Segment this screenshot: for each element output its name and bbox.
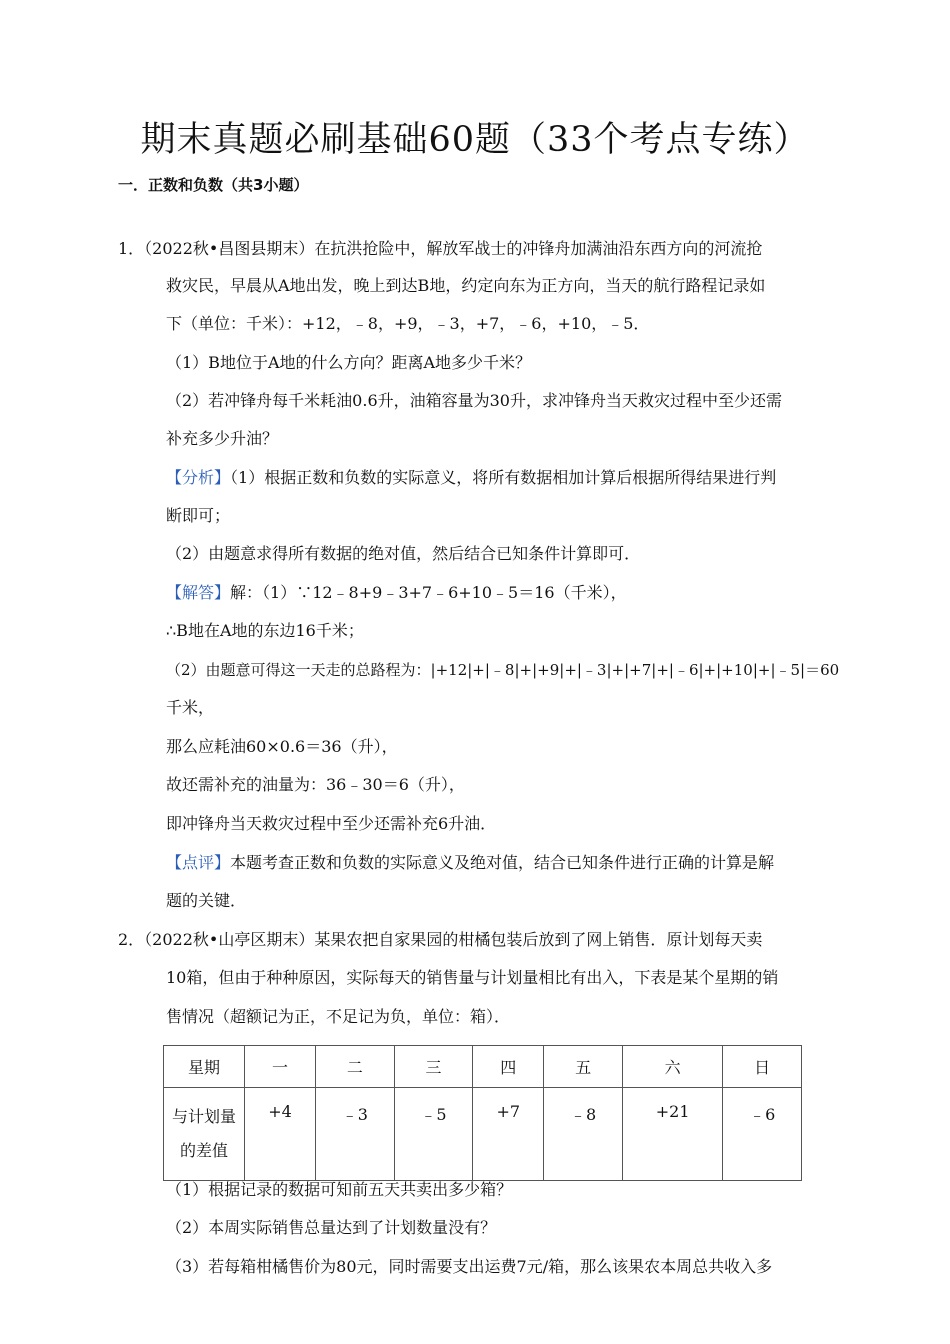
table-header-cell: 六 [622, 1046, 722, 1088]
question-1-sub-2-cont: 补充多少升油？ [166, 429, 279, 448]
question-2-line: 10箱，但由于种种原因，实际每天的销售量与计划量相比有出入，下表是某个星期的销 [166, 968, 779, 987]
analysis-line: 断即可； [166, 506, 231, 525]
comment-tag: 【点评】 [166, 853, 231, 872]
analysis-text: （1）根据正数和负数的实际意义，将所有数据相加计算后根据所得结果进行判 [230, 468, 777, 487]
question-2-line: 2．（2022秋•山亭区期末）某果农把自家果园的柑橘包装后放到了网上销售．原计划每天卖 [118, 930, 763, 949]
table-header-cell: 四 [473, 1046, 544, 1088]
answer-line [166, 582, 627, 604]
comment-line [166, 852, 774, 874]
table-row [164, 1088, 802, 1181]
answer-text: 解：（1）∵12﹣8+9﹣3+7﹣6+10﹣5＝16（千米）， [230, 583, 627, 602]
table-header-cell: 二 [316, 1046, 395, 1088]
answer-line: 故还需补充的油量为：36﹣30＝6（升）， [166, 775, 465, 794]
table-cell: +21 [622, 1088, 722, 1181]
table-cell: +4 [245, 1088, 316, 1181]
answer-tag: 【解答】 [166, 583, 231, 602]
row-label-line: 与计划量 [171, 1107, 236, 1126]
row-label-cell [164, 1088, 245, 1181]
question-2-line: 售情况（超额记为正，不足记为负，单位：箱）． [166, 1007, 511, 1026]
question-1-line: 1．（2022秋•昌图县期末）在抗洪抢险中，解放军战士的冲锋舟加满油沿东西方向的河流抢 [118, 239, 763, 258]
question-2-sub-1: （1）根据记录的数据可知前五天共卖出多少箱？ [166, 1180, 513, 1199]
table-header-cell: 一 [245, 1046, 316, 1088]
analysis-line: （2）由题意求得所有数据的绝对值，然后结合已知条件计算即可． [166, 544, 641, 563]
comment-line: 题的关键． [166, 891, 247, 910]
question-2-sub-3: （3）若每箱柑橘售价为80元，同时需要支出运费7元/箱，那么该果农本周总共收入多 [166, 1257, 773, 1276]
row-label-line: 的差值 [179, 1141, 228, 1160]
sales-table [163, 1045, 802, 1181]
answer-line: ∴B地在A地的东边16千米； [166, 621, 364, 640]
analysis-tag: 【分析】 [166, 468, 231, 487]
table-header-cell: 五 [544, 1046, 623, 1088]
table-header-cell: 三 [394, 1046, 473, 1088]
question-1-line: 救灾民，早晨从A地出发，晚上到达B地，约定向东为正方向，当天的航行路程记录如 [166, 276, 766, 295]
answer-line: 即冲锋舟当天救灾过程中至少还需补充6升油． [166, 814, 497, 833]
table-header-cell: 星期 [164, 1046, 245, 1088]
table-cell: ﹣8 [544, 1088, 623, 1181]
table-cell: +7 [473, 1088, 544, 1181]
answer-line: 那么应耗油60×0.6＝36（升）， [166, 737, 398, 756]
table-cell: ﹣5 [394, 1088, 473, 1181]
table-header-cell: 日 [723, 1046, 802, 1088]
question-1-sub-2: （2）若冲锋舟每千米耗油0.6升，油箱容量为30升，求冲锋舟当天救灾过程中至少还需 [166, 391, 782, 410]
question-2-sub-2: （2）本周实际销售总量达到了计划数量没有？ [166, 1218, 497, 1237]
answer-line: （2）由题意可得这一天走的总路程为：|+12|+|﹣8|+|+9|+|﹣3|+|+7|+|﹣6|+|+10|+|﹣5|＝60 [166, 661, 840, 679]
table-cell: ﹣6 [723, 1088, 802, 1181]
comment-text: 本题考查正数和负数的实际意义及绝对值，结合已知条件进行正确的计算是解 [230, 853, 775, 872]
analysis-line [166, 467, 776, 489]
question-1-line: 下（单位：千米）：+12，﹣8，+9，﹣3，+7，﹣6，+10，﹣5． [166, 314, 650, 333]
question-1-sub-1: （1）B地位于A地的什么方向？距离A地多少千米？ [166, 353, 532, 372]
table-header-row [164, 1046, 802, 1088]
answer-line: 千米， [166, 698, 215, 717]
table-cell: ﹣3 [316, 1088, 395, 1181]
section-heading: 一．正数和负数（共3小题） [118, 176, 309, 194]
page-title: 期末真题必刷基础60题（33个考点专练） [140, 120, 810, 160]
